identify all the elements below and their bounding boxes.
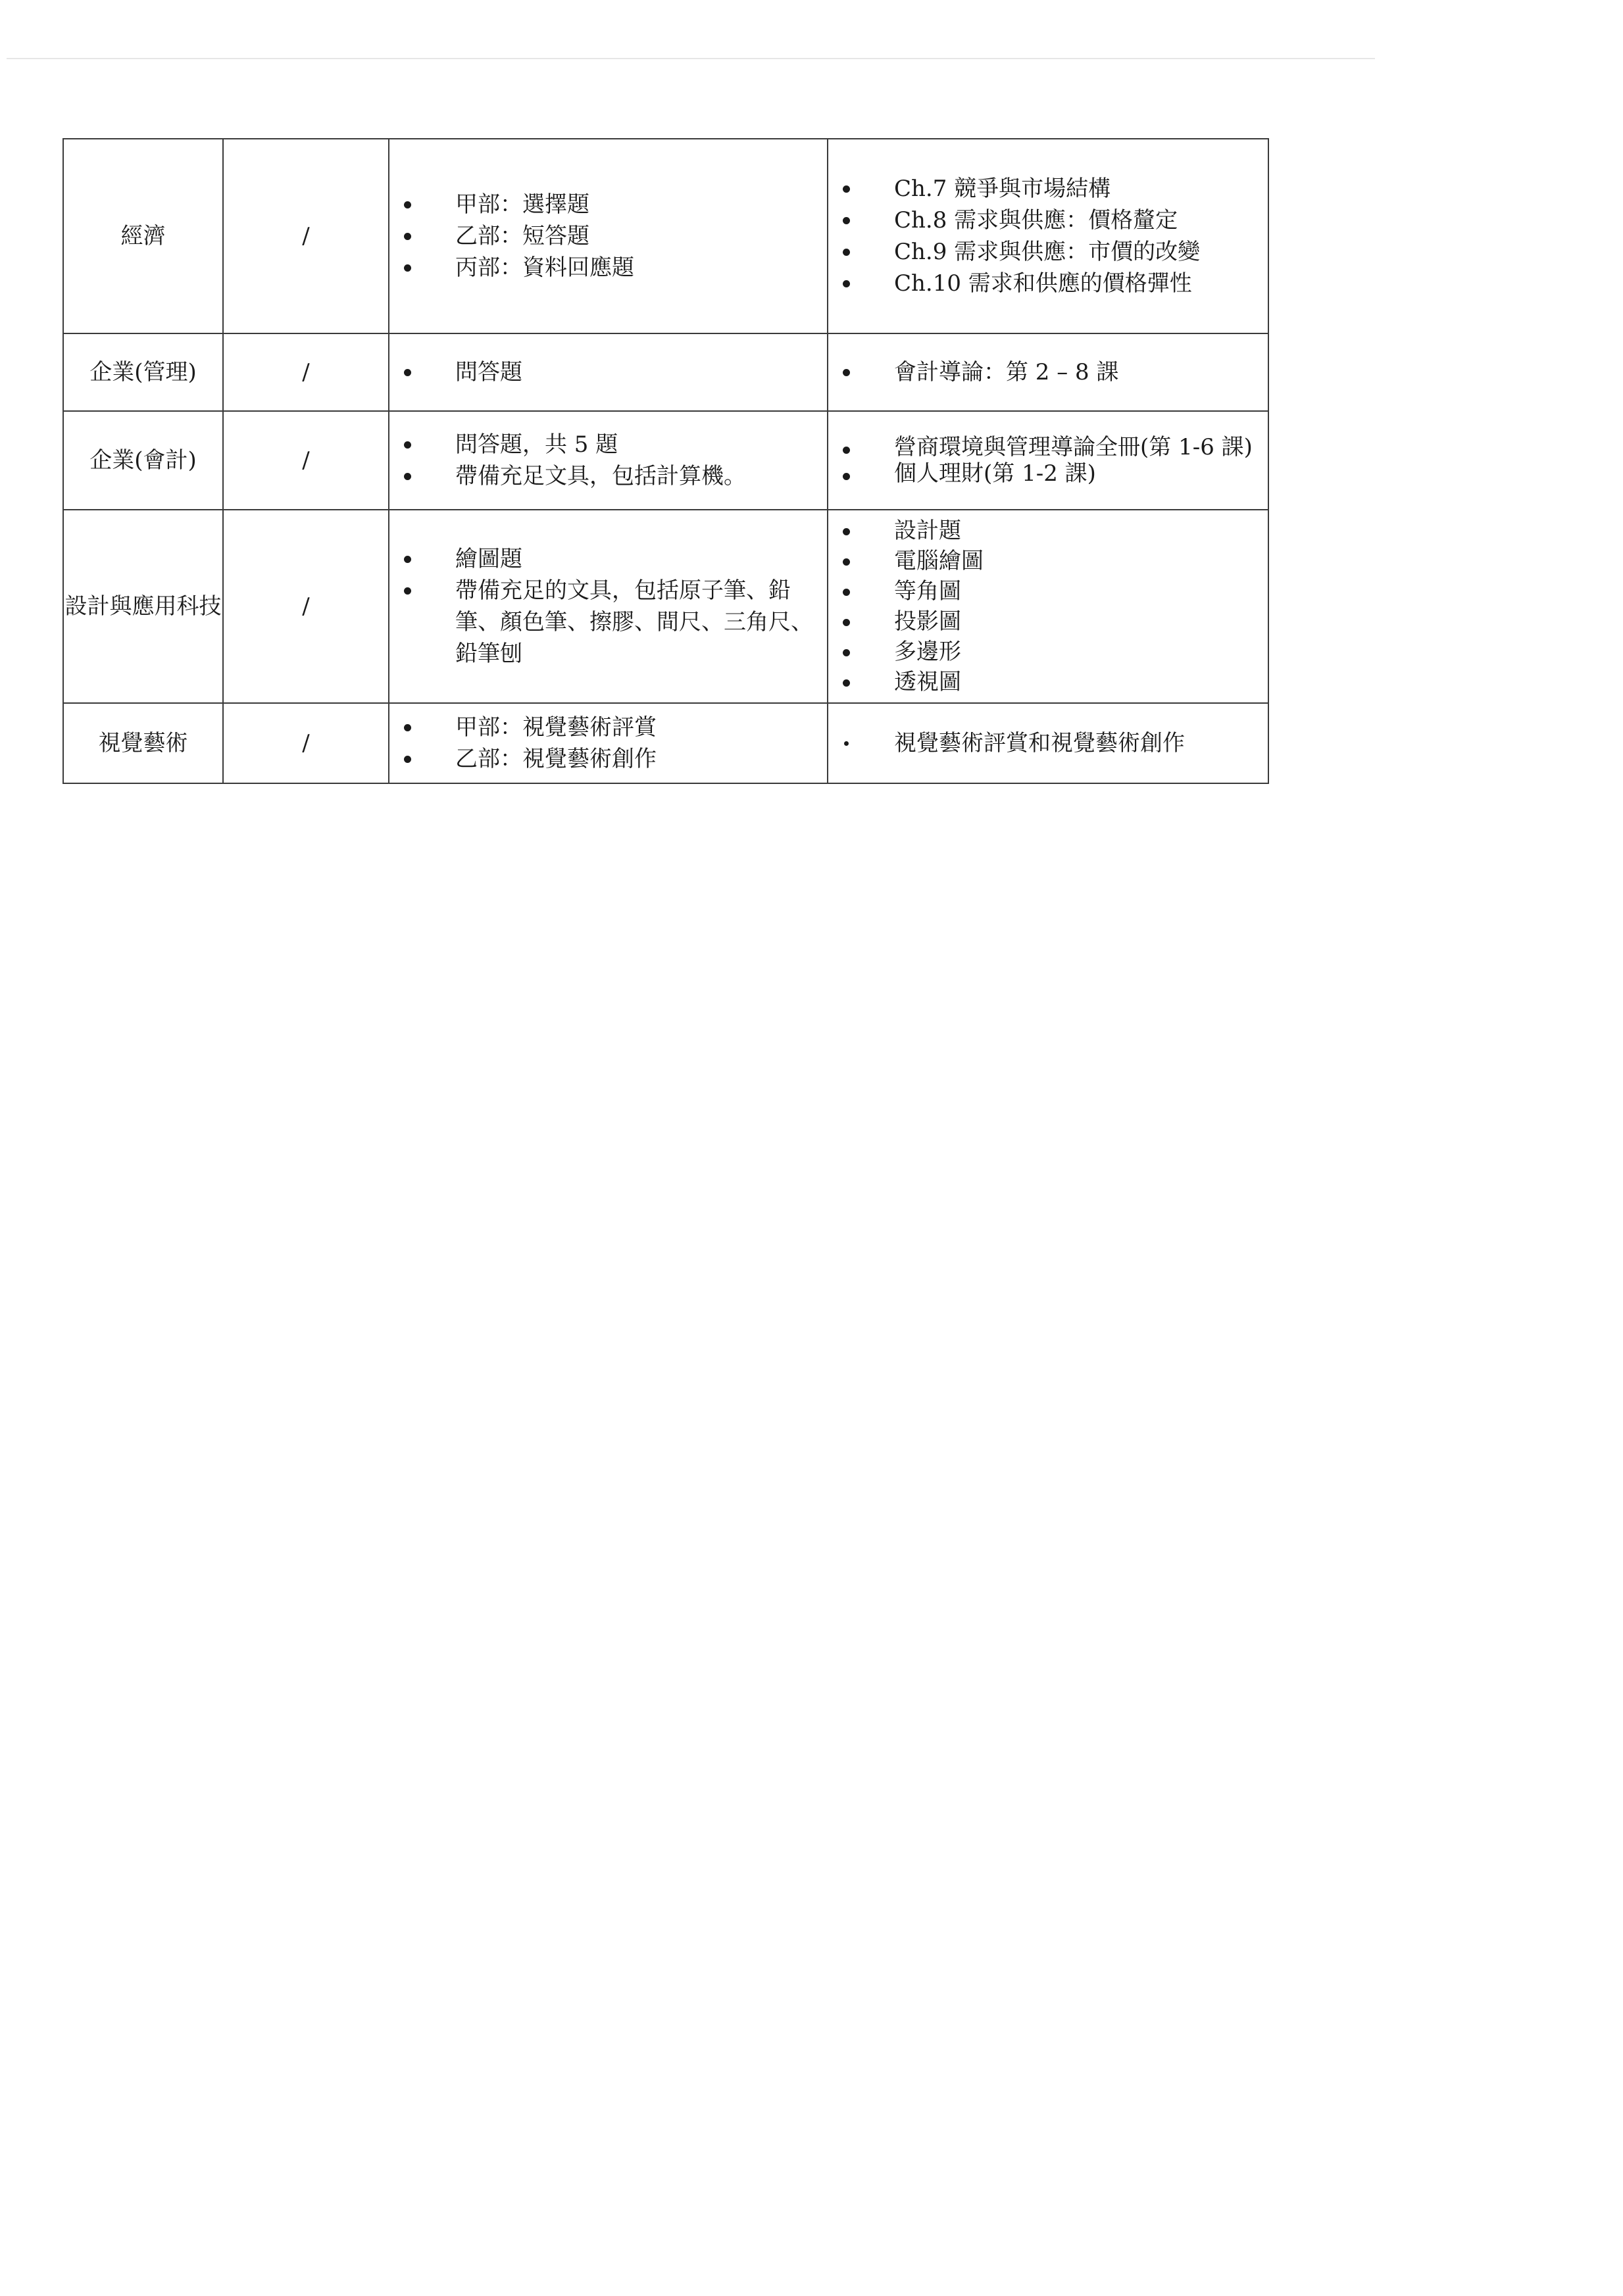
paper-cell: / xyxy=(223,510,389,703)
subject-cell: 企業(管理) xyxy=(63,333,223,411)
format-cell xyxy=(389,510,828,703)
scope-cell xyxy=(828,139,1268,333)
scope-cell xyxy=(828,703,1268,783)
list-item: 帶備充足的文具，包括原子筆、鉛筆、顏色筆、擦膠、間尺、三角尺、鉛筆刨 xyxy=(389,575,827,670)
list-item: 透視圖 xyxy=(828,667,1268,697)
subject-cell: 設計與應用科技 xyxy=(63,510,223,703)
list-item: 乙部：視覺藝術創作 xyxy=(389,743,827,775)
list-item: 乙部：短答題 xyxy=(389,220,827,252)
list-item: 會計導論：第 2 – 8 課 xyxy=(828,356,1268,388)
subject-cell: 企業(會計) xyxy=(63,411,223,510)
list-item: 設計題 xyxy=(828,516,1268,546)
table-row xyxy=(63,411,1268,510)
table-row xyxy=(63,510,1268,703)
paper-cell: / xyxy=(223,411,389,510)
list-item: 等角圖 xyxy=(828,576,1268,606)
table-row xyxy=(63,703,1268,783)
format-cell xyxy=(389,139,828,333)
list-item: Ch.8 需求與供應：價格釐定 xyxy=(828,205,1268,236)
list-item: Ch.7 競爭與市場結構 xyxy=(828,173,1268,205)
scope-cell xyxy=(828,333,1268,411)
list-item: 問答題，共 5 題 xyxy=(389,429,827,460)
exam-syllabus-table xyxy=(62,138,1269,784)
paper-cell: / xyxy=(223,139,389,333)
list-item: 帶備充足文具，包括計算機。 xyxy=(389,460,827,492)
list-item: 丙部：資料回應題 xyxy=(389,252,827,283)
format-cell xyxy=(389,411,828,510)
table-row xyxy=(63,139,1268,333)
list-item: 投影圖 xyxy=(828,606,1268,637)
list-item: 個人理財(第 1-2 課) xyxy=(828,460,1268,487)
scope-cell xyxy=(828,411,1268,510)
format-cell xyxy=(389,333,828,411)
list-item: Ch.9 需求與供應：市價的改變 xyxy=(828,236,1268,268)
paper-cell: / xyxy=(223,333,389,411)
list-item: 甲部：視覺藝術評賞 xyxy=(389,712,827,743)
format-cell xyxy=(389,703,828,783)
scope-cell xyxy=(828,510,1268,703)
subject-cell: 經濟 xyxy=(63,139,223,333)
list-item: 電腦繪圖 xyxy=(828,546,1268,576)
paper-cell: / xyxy=(223,703,389,783)
list-item: Ch.10 需求和供應的價格彈性 xyxy=(828,268,1268,299)
scan-edge-line xyxy=(7,58,1375,59)
list-item: 甲部：選擇題 xyxy=(389,189,827,220)
subject-cell: 視覺藝術 xyxy=(63,703,223,783)
list-item: 問答題 xyxy=(389,356,827,388)
list-item: 繪圖題 xyxy=(389,543,827,575)
table-row xyxy=(63,333,1268,411)
list-item: 營商環境與管理導論全冊(第 1-6 課) xyxy=(828,434,1268,460)
list-item: 多邊形 xyxy=(828,637,1268,667)
list-item: 視覺藝術評賞和視覺藝術創作 xyxy=(828,727,1268,759)
